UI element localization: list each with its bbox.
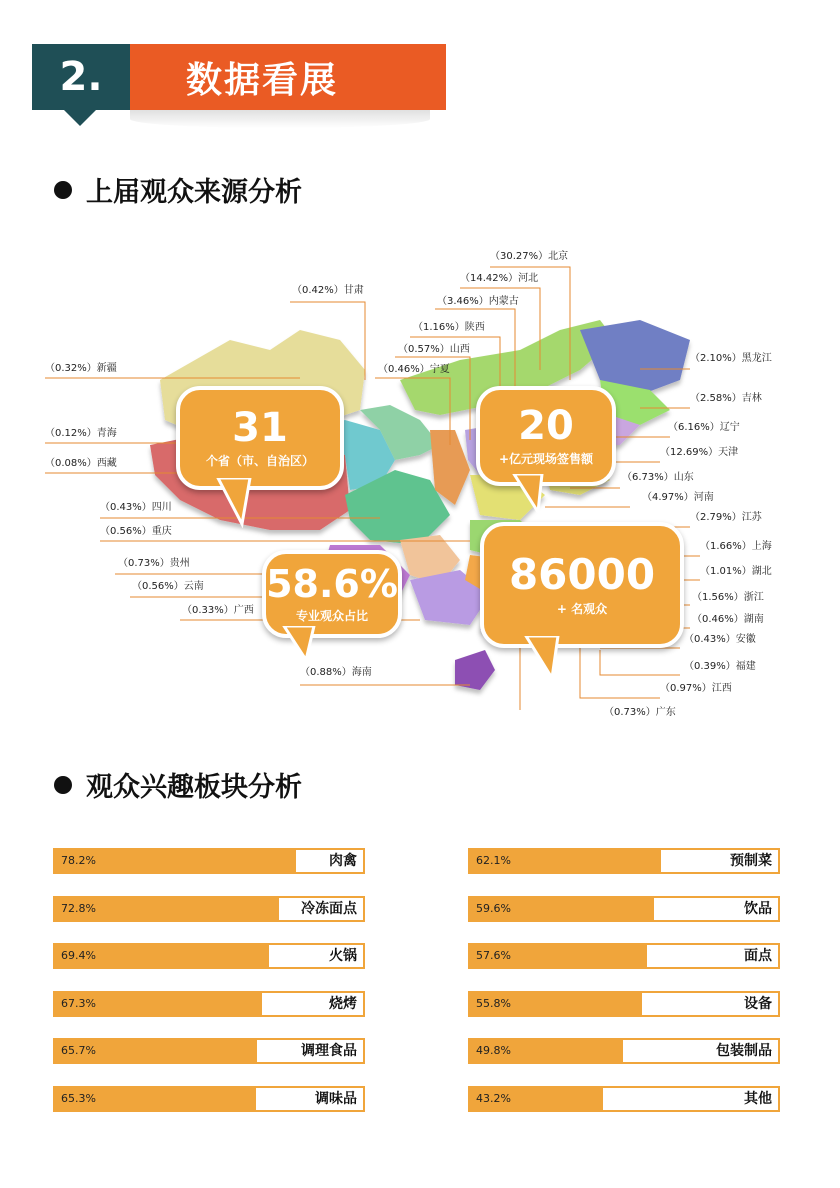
- interest-bar-row: [53, 943, 365, 969]
- interest-bar-label: 预制菜: [730, 853, 772, 869]
- map-label: （2.10%）黑龙江: [690, 353, 772, 364]
- map-label: （0.73%）贵州: [118, 558, 190, 569]
- interest-bar-label: 调味品: [315, 1090, 357, 1107]
- stat-value: 86000: [508, 549, 656, 599]
- interest-bar-row: [53, 896, 365, 922]
- interest-bar-label: 肉禽: [329, 853, 357, 869]
- stat-bubble-visitors: [480, 522, 684, 648]
- interest-bar-row: [468, 943, 780, 969]
- map-label: （0.73%）广东: [604, 707, 676, 718]
- section-title-source-text: 上届观众来源分析: [86, 177, 302, 208]
- interest-bar-label: 烧烤: [329, 995, 357, 1012]
- bullet-icon: [54, 776, 72, 794]
- bubble-tail: [522, 636, 562, 682]
- map-label: （30.27%）北京: [490, 251, 569, 262]
- stat-bubble-sales: [476, 386, 616, 486]
- map-label: （0.08%）西藏: [45, 458, 117, 469]
- stat-caption: + 名观众: [556, 601, 608, 616]
- section-title-source: [54, 170, 302, 209]
- map-label: （0.43%）安徽: [684, 634, 756, 645]
- stat-bubble-provinces: [176, 386, 344, 490]
- map-label: （12.69%）天津: [660, 447, 739, 458]
- map-label: （0.39%）福建: [684, 661, 756, 672]
- interest-bar-percent: 49.8%: [476, 1044, 511, 1057]
- map-label: （14.42%）河北: [460, 273, 539, 284]
- interest-bar-label: 火锅: [329, 948, 357, 964]
- map-label: （2.58%）吉林: [690, 393, 762, 404]
- interest-bar-row: [53, 1086, 365, 1112]
- stat-caption: 专业观众占比: [295, 608, 368, 623]
- map-label: （3.46%）内蒙古: [437, 296, 519, 307]
- interest-bar-percent: 59.6%: [476, 901, 511, 915]
- interest-bar-row: [53, 848, 365, 874]
- page-title: 数据看展: [130, 44, 446, 110]
- map-label: （0.32%）新疆: [45, 363, 117, 374]
- interest-bar-label: 调理食品: [301, 1043, 357, 1059]
- interest-bar-label: 包装制品: [716, 1043, 772, 1059]
- map-label: （0.56%）重庆: [100, 526, 172, 537]
- map-label: （0.43%）四川: [100, 502, 172, 513]
- bullet-icon: [54, 181, 72, 199]
- interest-bar-row: [468, 1038, 780, 1064]
- region-heilongjiang: [580, 320, 690, 395]
- stat-value: 31: [232, 404, 288, 451]
- bubble-tail: [508, 474, 548, 516]
- interest-bar-label: 面点: [744, 948, 772, 964]
- interest-bar-label: 饮品: [744, 900, 772, 917]
- map-label: （0.12%）青海: [45, 428, 117, 439]
- bubble-tail: [214, 478, 254, 528]
- interest-bar-label: 设备: [744, 995, 772, 1012]
- map-label: （1.66%）上海: [700, 541, 772, 552]
- region-hainan: [455, 650, 495, 690]
- map-label: （2.79%）江苏: [690, 512, 762, 523]
- interest-bar-percent: 65.3%: [61, 1091, 96, 1105]
- stat-value: 58.6%: [266, 561, 398, 606]
- interest-bar-row: [468, 991, 780, 1017]
- interest-bar-percent: 67.3%: [61, 996, 96, 1010]
- map-label: （0.46%）宁夏: [378, 364, 450, 375]
- map-label: （4.97%）河南: [642, 492, 714, 503]
- section-title-interest: [54, 765, 302, 804]
- interest-bar-percent: 78.2%: [61, 854, 96, 867]
- map-label: （6.73%）山东: [622, 472, 694, 483]
- map-label: （1.56%）浙江: [692, 592, 764, 603]
- interest-bar-percent: 72.8%: [61, 901, 96, 915]
- map-label: （0.57%）山西: [398, 344, 470, 355]
- interest-bar-row: [53, 1038, 365, 1064]
- map-label: （0.88%）海南: [300, 667, 372, 678]
- interest-bar-row: [53, 991, 365, 1017]
- map-label: （0.33%）广西: [182, 605, 254, 616]
- interest-bar-percent: 57.6%: [476, 949, 511, 962]
- interest-bar-percent: 43.2%: [476, 1091, 511, 1105]
- interest-bar-row: [468, 848, 780, 874]
- interest-bar-percent: 55.8%: [476, 996, 511, 1010]
- stat-bubble-professional: [262, 550, 402, 638]
- map-label: （1.01%）湖北: [700, 566, 772, 577]
- section-number-tail: [62, 108, 98, 126]
- interest-bar-row: [468, 896, 780, 922]
- section-number: 2.: [32, 44, 130, 110]
- map-label: （0.42%）甘肃: [292, 285, 364, 296]
- header-shadow: [130, 110, 430, 128]
- interest-bar-percent: 65.7%: [61, 1044, 96, 1057]
- map-label: （6.16%）辽宁: [668, 422, 740, 433]
- interest-bar-percent: 69.4%: [61, 949, 96, 962]
- stat-caption: +亿元现场签售额: [498, 451, 594, 466]
- bubble-tail: [280, 626, 320, 664]
- interest-bar-label: 冷冻面点: [301, 900, 357, 917]
- interest-bar-label: 其他: [744, 1090, 772, 1107]
- map-label: （1.16%）陕西: [413, 322, 485, 333]
- interest-bar-row: [468, 1086, 780, 1112]
- section-title-interest-text: 观众兴趣板块分析: [86, 772, 302, 803]
- map-label: （0.46%）湖南: [692, 614, 764, 625]
- interest-bar-percent: 62.1%: [476, 854, 511, 867]
- stat-value: 20: [518, 402, 574, 449]
- map-label: （0.97%）江西: [660, 683, 732, 694]
- map-label: （0.56%）云南: [132, 581, 204, 592]
- stat-caption: 个省（市、自治区）: [205, 453, 314, 468]
